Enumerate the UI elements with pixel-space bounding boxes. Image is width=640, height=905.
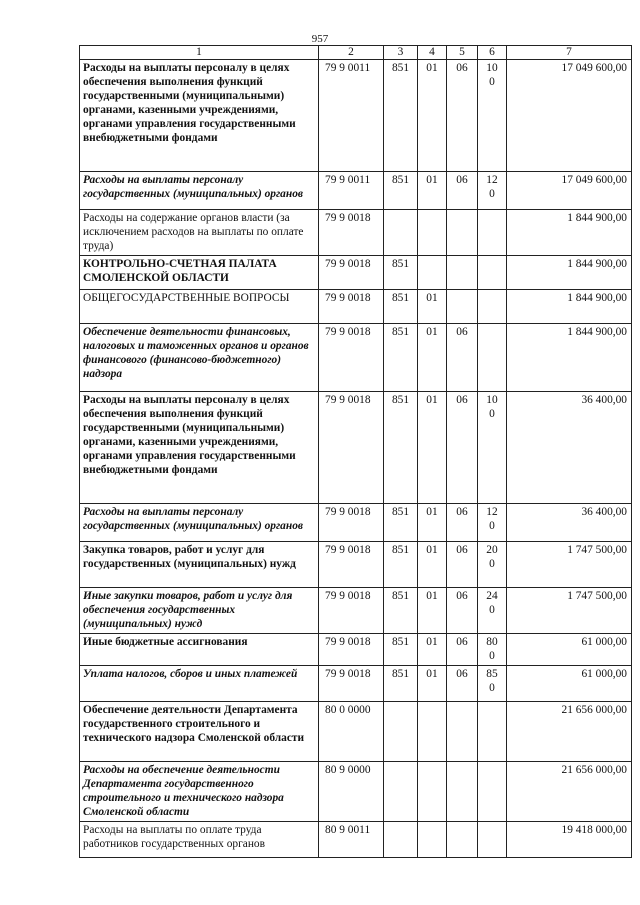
expense-type-cell: 20 0 [478, 542, 507, 588]
target-article-cell: 79 9 0011 [319, 60, 384, 172]
name-cell: КОНТРОЛЬНО-СЧЕТНАЯ ПАЛАТА СМОЛЕНСКОЙ ОБЛАСТИ [80, 256, 319, 290]
administrator-cell [384, 822, 418, 858]
table-row [80, 762, 632, 822]
amount-cell: 1 844 900,00 [507, 290, 632, 324]
target-article-cell: 79 9 0018 [319, 290, 384, 324]
administrator-cell: 851 [384, 172, 418, 210]
section-cell: 01 [418, 504, 447, 542]
table-body [80, 60, 632, 858]
administrator-cell: 851 [384, 634, 418, 666]
section-cell: 01 [418, 666, 447, 702]
target-article-cell: 79 9 0018 [319, 392, 384, 504]
administrator-cell: 851 [384, 666, 418, 702]
subsection-cell: 06 [447, 60, 478, 172]
budget-table [79, 45, 632, 858]
subsection-cell [447, 256, 478, 290]
name-cell: Расходы на выплаты по оплате труда работников государственных органов [80, 822, 319, 858]
amount-cell: 1 747 500,00 [507, 542, 632, 588]
table-row [80, 542, 632, 588]
administrator-cell [384, 762, 418, 822]
administrator-cell [384, 702, 418, 762]
section-cell: 01 [418, 392, 447, 504]
section-cell [418, 762, 447, 822]
table-row [80, 324, 632, 392]
administrator-cell: 851 [384, 60, 418, 172]
table-row [80, 60, 632, 172]
target-article-cell: 79 9 0018 [319, 588, 384, 634]
table-row [80, 392, 632, 504]
subsection-cell: 06 [447, 504, 478, 542]
name-cell: Иные бюджетные ассигнования [80, 634, 319, 666]
subsection-cell: 06 [447, 666, 478, 702]
expense-type-cell [478, 324, 507, 392]
amount-cell: 61 000,00 [507, 666, 632, 702]
administrator-cell: 851 [384, 504, 418, 542]
subsection-cell [447, 822, 478, 858]
table-row [80, 290, 632, 324]
amount-cell: 21 656 000,00 [507, 702, 632, 762]
table-row [80, 172, 632, 210]
section-cell: 01 [418, 542, 447, 588]
target-article-cell: 79 9 0018 [319, 666, 384, 702]
expense-type-cell [478, 822, 507, 858]
section-cell: 01 [418, 60, 447, 172]
amount-cell: 36 400,00 [507, 392, 632, 504]
subsection-cell: 06 [447, 324, 478, 392]
amount-cell: 1 844 900,00 [507, 256, 632, 290]
header-cell-section: 4 [418, 46, 447, 60]
expense-type-cell [478, 702, 507, 762]
target-article-cell: 80 9 0000 [319, 762, 384, 822]
administrator-cell: 851 [384, 588, 418, 634]
section-cell: 01 [418, 588, 447, 634]
administrator-cell: 851 [384, 256, 418, 290]
name-cell: Расходы на выплаты персоналу в целях обеспечения выполнения функций государственными (муниципальными) органами, казенными учреждениями, органами управления государственными внебюджетными фондами [80, 60, 319, 172]
amount-cell: 1 844 900,00 [507, 210, 632, 256]
expense-type-cell [478, 210, 507, 256]
section-cell [418, 822, 447, 858]
table-row [80, 666, 632, 702]
expense-type-cell: 24 0 [478, 588, 507, 634]
header-cell-subsection: 5 [447, 46, 478, 60]
amount-cell: 36 400,00 [507, 504, 632, 542]
target-article-cell: 79 9 0018 [319, 504, 384, 542]
amount-cell: 19 418 000,00 [507, 822, 632, 858]
subsection-cell: 06 [447, 542, 478, 588]
expense-type-cell: 12 0 [478, 504, 507, 542]
amount-cell: 21 656 000,00 [507, 762, 632, 822]
table-row [80, 210, 632, 256]
amount-cell: 1 844 900,00 [507, 324, 632, 392]
table-row [80, 256, 632, 290]
header-cell-target-article: 2 [319, 46, 384, 60]
amount-cell: 61 000,00 [507, 634, 632, 666]
target-article-cell: 79 9 0018 [319, 324, 384, 392]
name-cell: Закупка товаров, работ и услуг для государственных (муниципальных) нужд [80, 542, 319, 588]
section-cell [418, 210, 447, 256]
section-cell [418, 702, 447, 762]
expense-type-cell: 10 0 [478, 60, 507, 172]
name-cell: Расходы на обеспечение деятельности Департамента государственного строительного и технического надзора Смоленской области [80, 762, 319, 822]
section-cell: 01 [418, 290, 447, 324]
administrator-cell: 851 [384, 290, 418, 324]
subsection-cell: 06 [447, 634, 478, 666]
table-row [80, 588, 632, 634]
header-cell-amount: 7 [507, 46, 632, 60]
page-number: 957 [311, 33, 329, 45]
name-cell: Расходы на выплаты персоналу государственных (муниципальных) органов [80, 172, 319, 210]
amount-cell: 1 747 500,00 [507, 588, 632, 634]
name-cell: ОБЩЕГОСУДАРСТВЕННЫЕ ВОПРОСЫ [80, 290, 319, 324]
administrator-cell [384, 210, 418, 256]
table-row [80, 702, 632, 762]
target-article-cell: 79 9 0018 [319, 542, 384, 588]
target-article-cell: 79 9 0018 [319, 210, 384, 256]
header-cell-name: 1 [80, 46, 319, 60]
target-article-cell: 80 0 0000 [319, 702, 384, 762]
subsection-cell: 06 [447, 172, 478, 210]
name-cell: Иные закупки товаров, работ и услуг для обеспечения государственных (муниципальных) нужд [80, 588, 319, 634]
section-cell: 01 [418, 634, 447, 666]
amount-cell: 17 049 600,00 [507, 60, 632, 172]
header-row [80, 46, 632, 60]
name-cell: Расходы на выплаты персоналу в целях обеспечения выполнения функций государственными (муниципальными) органами, казенными учреждениями, органами управления государственными внебюджетными фондами [80, 392, 319, 504]
subsection-cell [447, 702, 478, 762]
table-row [80, 504, 632, 542]
expense-type-cell: 80 0 [478, 634, 507, 666]
name-cell: Обеспечение деятельности Департамента государственного строительного и технического надзора Смоленской области [80, 702, 319, 762]
name-cell: Обеспечение деятельности финансовых, налоговых и таможенных органов и органов финансового (финансово-бюджетного) надзора [80, 324, 319, 392]
administrator-cell: 851 [384, 324, 418, 392]
expense-type-cell: 10 0 [478, 392, 507, 504]
expense-type-cell: 12 0 [478, 172, 507, 210]
administrator-cell: 851 [384, 542, 418, 588]
section-cell: 01 [418, 324, 447, 392]
expense-type-cell [478, 762, 507, 822]
table-row [80, 822, 632, 858]
subsection-cell [447, 290, 478, 324]
target-article-cell: 79 9 0011 [319, 172, 384, 210]
administrator-cell: 851 [384, 392, 418, 504]
expense-type-cell [478, 290, 507, 324]
name-cell: Расходы на содержание органов власти (за исключением расходов на выплаты по оплате труда) [80, 210, 319, 256]
section-cell [418, 256, 447, 290]
header-cell-expense-type: 6 [478, 46, 507, 60]
name-cell: Уплата налогов, сборов и иных платежей [80, 666, 319, 702]
target-article-cell: 79 9 0018 [319, 634, 384, 666]
subsection-cell [447, 210, 478, 256]
expense-type-cell: 85 0 [478, 666, 507, 702]
name-cell: Расходы на выплаты персоналу государственных (муниципальных) органов [80, 504, 319, 542]
subsection-cell: 06 [447, 392, 478, 504]
table-row [80, 634, 632, 666]
subsection-cell: 06 [447, 588, 478, 634]
section-cell: 01 [418, 172, 447, 210]
amount-cell: 17 049 600,00 [507, 172, 632, 210]
subsection-cell [447, 762, 478, 822]
expense-type-cell [478, 256, 507, 290]
header-cell-administrator: 3 [384, 46, 418, 60]
target-article-cell: 79 9 0018 [319, 256, 384, 290]
target-article-cell: 80 9 0011 [319, 822, 384, 858]
